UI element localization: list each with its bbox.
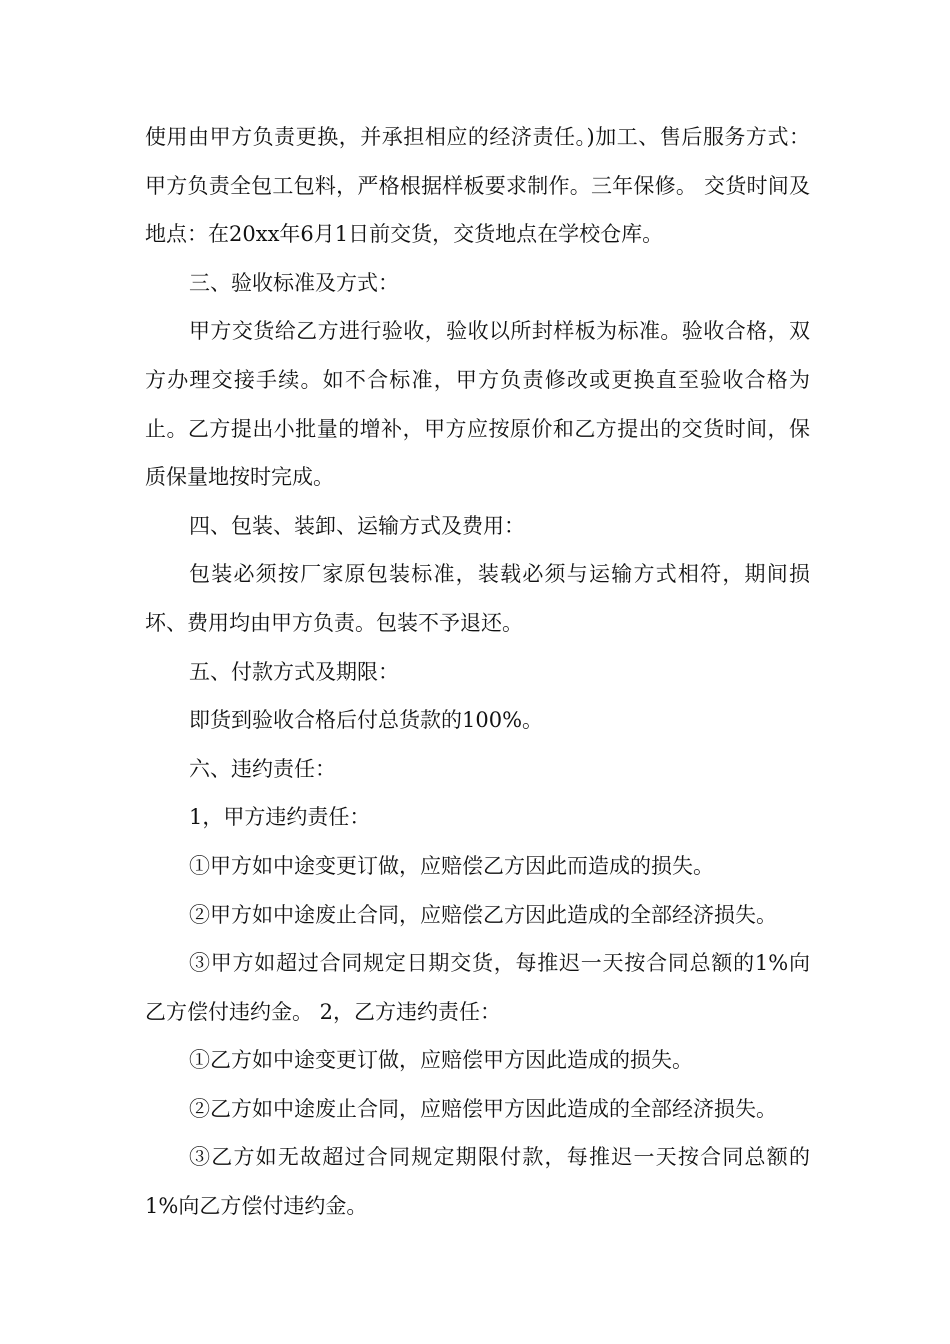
list-item-party-a-3: ③甲方如超过合同规定日期交货，每推迟一天按合同总额的1%向乙方偿付违约金。 2，乙方违约责任： [145,951,810,1024]
heading-section-6: 六、违约责任： [189,756,336,781]
heading-section-5: 五、付款方式及期限： [189,659,399,684]
list-item-party-b-2: ②乙方如中途废止合同，应赔偿甲方因此造成的全部经济损失。 [189,1096,777,1121]
list-item-party-a-1: ①甲方如中途变更订做，应赔偿乙方因此而造成的损失。 [189,853,714,878]
list-item-party-b-3: ③乙方如无故超过合同规定期限付款，每推迟一天按合同总额的1%向乙方偿付违约金。 [145,1145,810,1219]
list-item-party-b-1: ①乙方如中途变更订做，应赔偿甲方因此造成的损失。 [189,1048,693,1073]
heading-section-4: 四、包装、装卸、运输方式及费用： [189,513,525,538]
heading-section-3: 三、验收标准及方式： [189,270,399,295]
document-body [145,113,810,1231]
paragraph-continued-clause: 使用由甲方负责更换，并承担相应的经济责任。)加工、售后服务方式：甲方负责全包工包料，严格根据样板要求制作。三年保修。 交货时间及地点：在20xx年6月1日前交货，交货地点在学校仓库。 [145,125,810,247]
paragraph-acceptance: 甲方交货给乙方进行验收，验收以所封样板为标准。验收合格，双方办理交接手续。如不合标准，甲方负责修改或更换直至验收合格为止。乙方提出小批量的增补，甲方应按原价和乙方提出的交货时间，保质保量地按时完成。 [145,319,810,490]
paragraph-payment: 即货到验收合格后付总货款的100%。 [189,708,544,733]
subheading-party-a-liability: 1，甲方违约责任： [189,805,371,830]
paragraph-packaging: 包装必须按厂家原包装标准，装载必须与运输方式相符，期间损坏、费用均由甲方负责。包装不予退还。 [145,562,810,635]
list-item-party-a-2: ②甲方如中途废止合同，应赔偿乙方因此造成的全部经济损失。 [189,902,777,927]
